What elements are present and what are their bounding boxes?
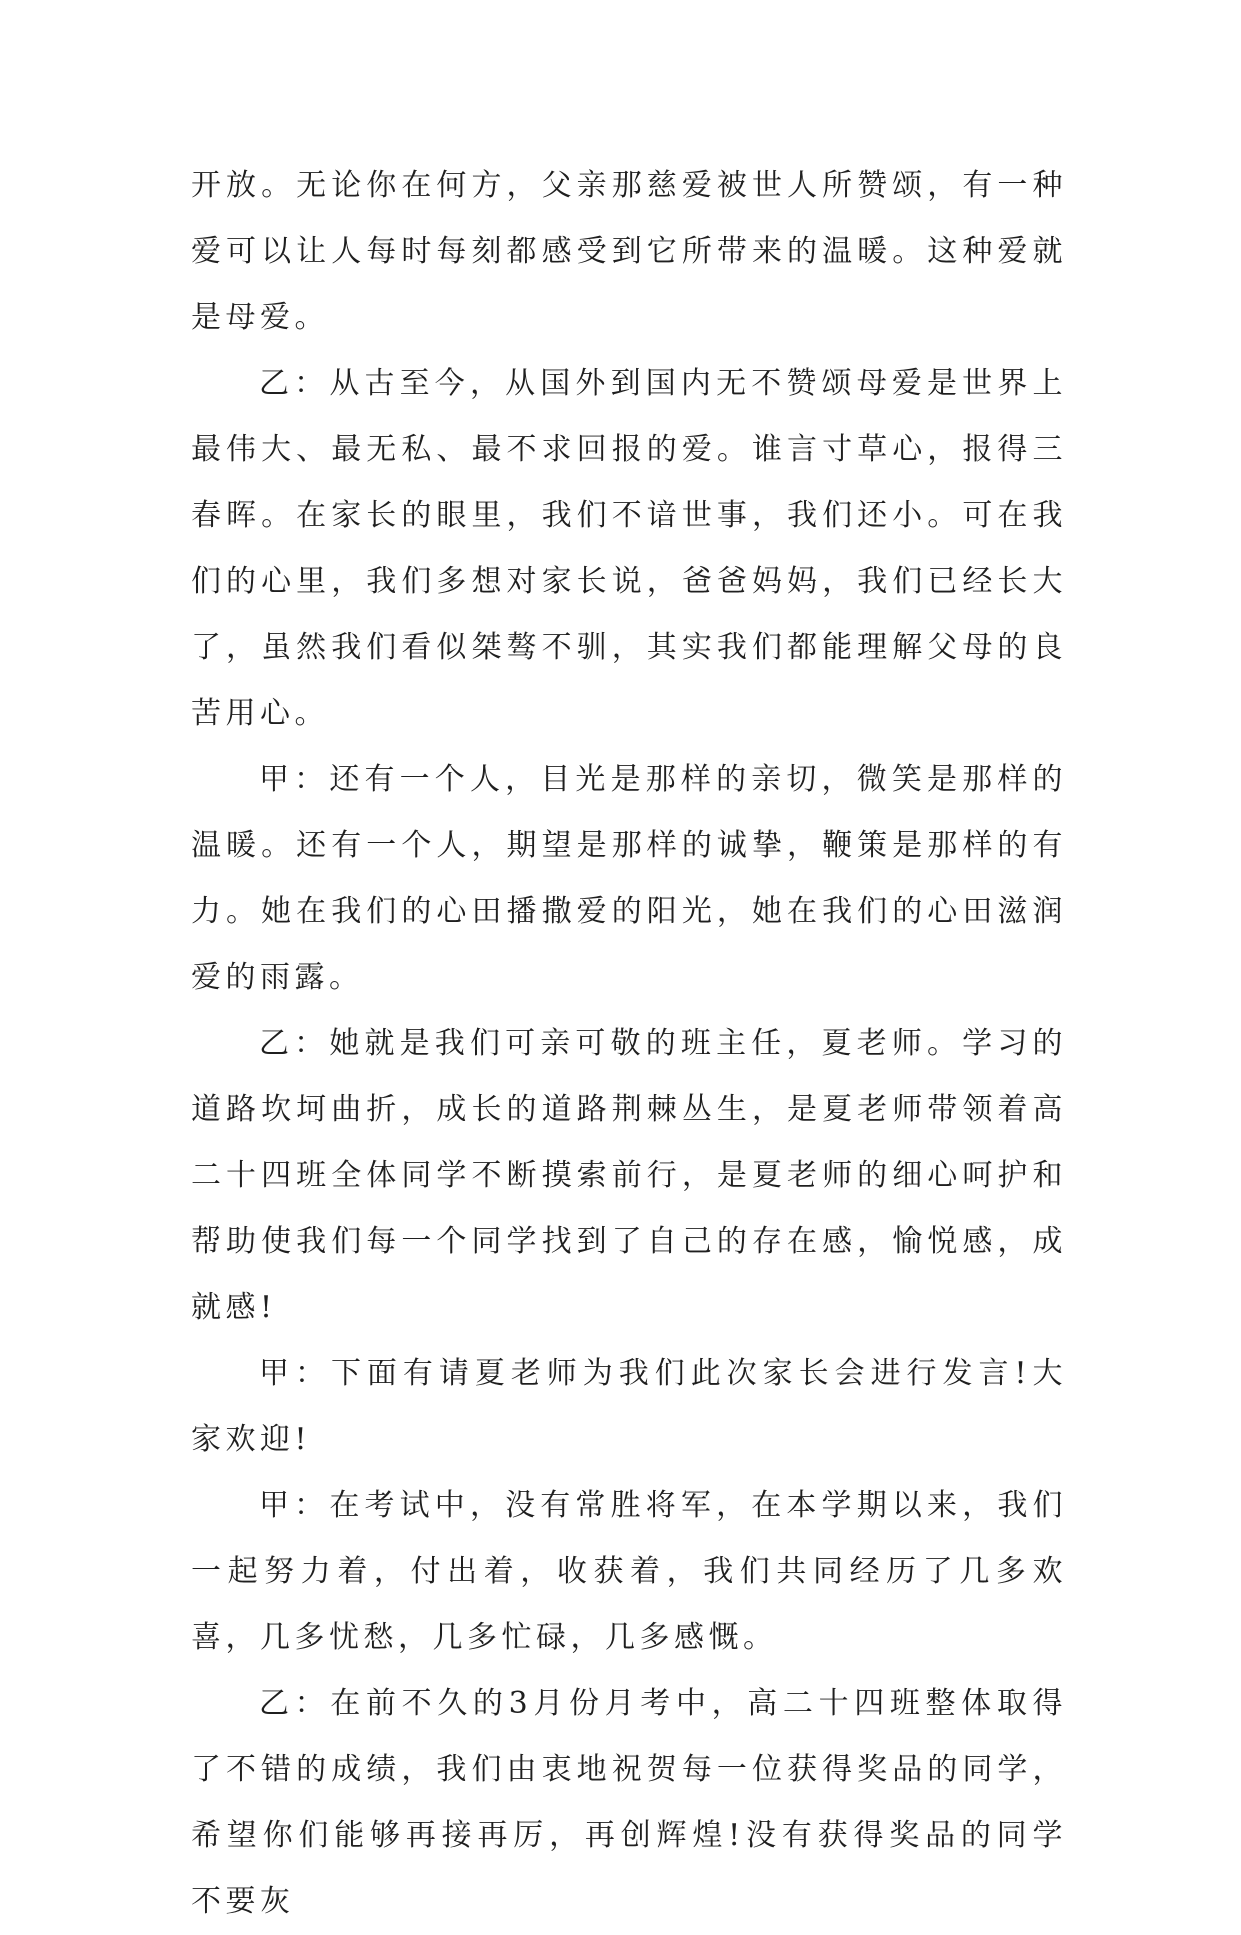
paragraph-4: 乙：她就是我们可亲可敬的班主任，夏老师。学习的道路坎坷曲折，成长的道路荆棘丛生，是夏老师带领着高二十四班全体同学不断摸索前行，是夏老师的细心呵护和帮助使我们每一个同学找到了自己的存在感，愉悦感，成就感! [191,1026,1067,1325]
paragraph-2: 乙：从古至今，从国外到国内无不赞颂母爱是世界上最伟大、最无私、最不求回报的爱。谁言寸草心，报得三春晖。在家长的眼里，我们不谙世事，我们还小。可在我们的心里，我们多想对家长说，爸爸妈妈，我们已经长大了，虽然我们看似桀骜不驯，其实我们都能理解父母的良苦用心。 [191,366,1067,731]
paragraph-3: 甲：还有一个人，目光是那样的亲切，微笑是那样的温暖。还有一个人，期望是那样的诚挚，鞭策是那样的有力。她在我们的心田播撒爱的阳光，她在我们的心田滋润爱的雨露。 [191,762,1067,995]
paragraph-5: 甲：下面有请夏老师为我们此次家长会进行发言!大家欢迎! [191,1356,1067,1457]
document-body [191,153,1067,1935]
paragraph-1: 开放。无论你在何方，父亲那慈爱被世人所赞颂，有一种爱可以让人每时每刻都感受到它所带来的温暖。这种爱就是母爱。 [191,168,1067,335]
paragraph-6: 甲：在考试中，没有常胜将军，在本学期以来，我们一起努力着，付出着，收获着，我们共同经历了几多欢喜，几多忧愁，几多忙碌，几多感慨。 [191,1488,1067,1655]
paragraph-7: 乙：在前不久的3月份月考中，高二十四班整体取得了不错的成绩，我们由衷地祝贺每一位获得奖品的同学，希望你们能够再接再厉，再创辉煌!没有获得奖品的同学不要灰 [191,1686,1067,1919]
